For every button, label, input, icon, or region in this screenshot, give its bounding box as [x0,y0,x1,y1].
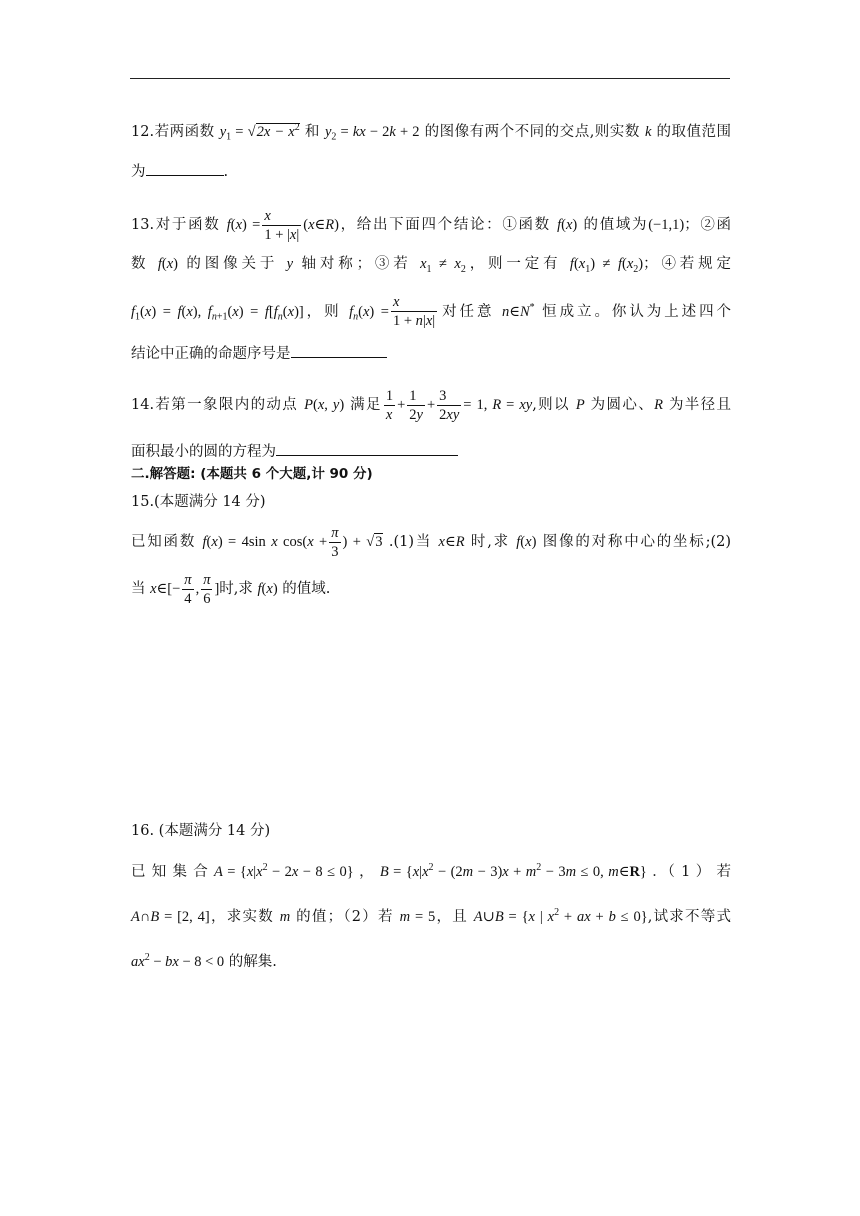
q13-line1: 13.对于函数 f(x) = $\frac{x}{1 + |x|}$ (x∈R)，给出下面四个结论：①函数 f(x) 的值域为(−1,1)；②函 [131,207,732,243]
q16-line1: 已 知 集 合 $A = \{x|x^2 - 2x - 8 \le 0\}$ ， $B = \{x|x^2 - (2m - 3)x + m^2 - 3m \le 0$, m∈R} ．（ 1 ） 若 [131,862,731,880]
q12-line2: 为 . [131,161,731,183]
q15-header: 15.(本题满分 14 分) [131,494,266,510]
q16-line3: $ax^2$ − bx − 8 < 0 的解集. [131,952,277,970]
q16-line2: A∩B = [2, 4]，求实数 m 的值；（2）若 m = 5，且 A∪B = {x | $x^2$ + ax + b ≤ 0},试求不等式 [131,907,732,925]
q13-line3: $f_1(x) = f(x)$, $f_{n+1}(x) = f[f_n(x)]$，则 $f_n(x)$ = $\frac{x}{1 + n|x|}$ 对任意 n∈N* 恒成立。你认为上述四个 [131,294,732,330]
q16-header: 16. (本题满分 14 分) [131,823,271,839]
q15-line2: 当 x∈[− $\frac{\pi}{4}$ , $\frac{\pi}{6}$ ]时,求 f(x) 的值域. [131,571,331,607]
q12-line1: 12.若两函数 $y_1 = √2x - x^2$ 和 $y_2$ = kx − 2k + 2 的图像有两个不同的交点,则实数 k 的取值范围 [131,122,732,143]
header-rule [130,78,730,79]
q13-line2: 数 f(x) 的图像关于 y 轴对称；③若 $x_1 \ne x_2$，则一定有 $f(x_1) \ne f(x_2)$；④若规定 [131,256,732,275]
q14-line1: 14.若第一象限内的动点 P(x, y) 满足 $\frac{1}{x}$ + $\frac{1}{2y}$ + $\frac{3}{2xy}$ = 1, R = xy,则以 P 为圆心、R 为半径且 [131,387,732,423]
q15-line1: 已知函数 f(x) = 4sin x cos(x + $\frac{\pi}{3}$ ) + √3 .(1)当 x∈R 时,求 f(x) 图像的对称中心的坐标;(2) [131,524,732,560]
q12-prefix: 12.若两函数 [131,123,215,140]
q14-line2: 面积最小的圆的方程为 [131,441,731,463]
section2-heading: 二.解答题: (本题共 6 个大题,计 90 分) [131,466,373,482]
q13-line4: 结论中正确的命题序号是 [131,343,731,365]
